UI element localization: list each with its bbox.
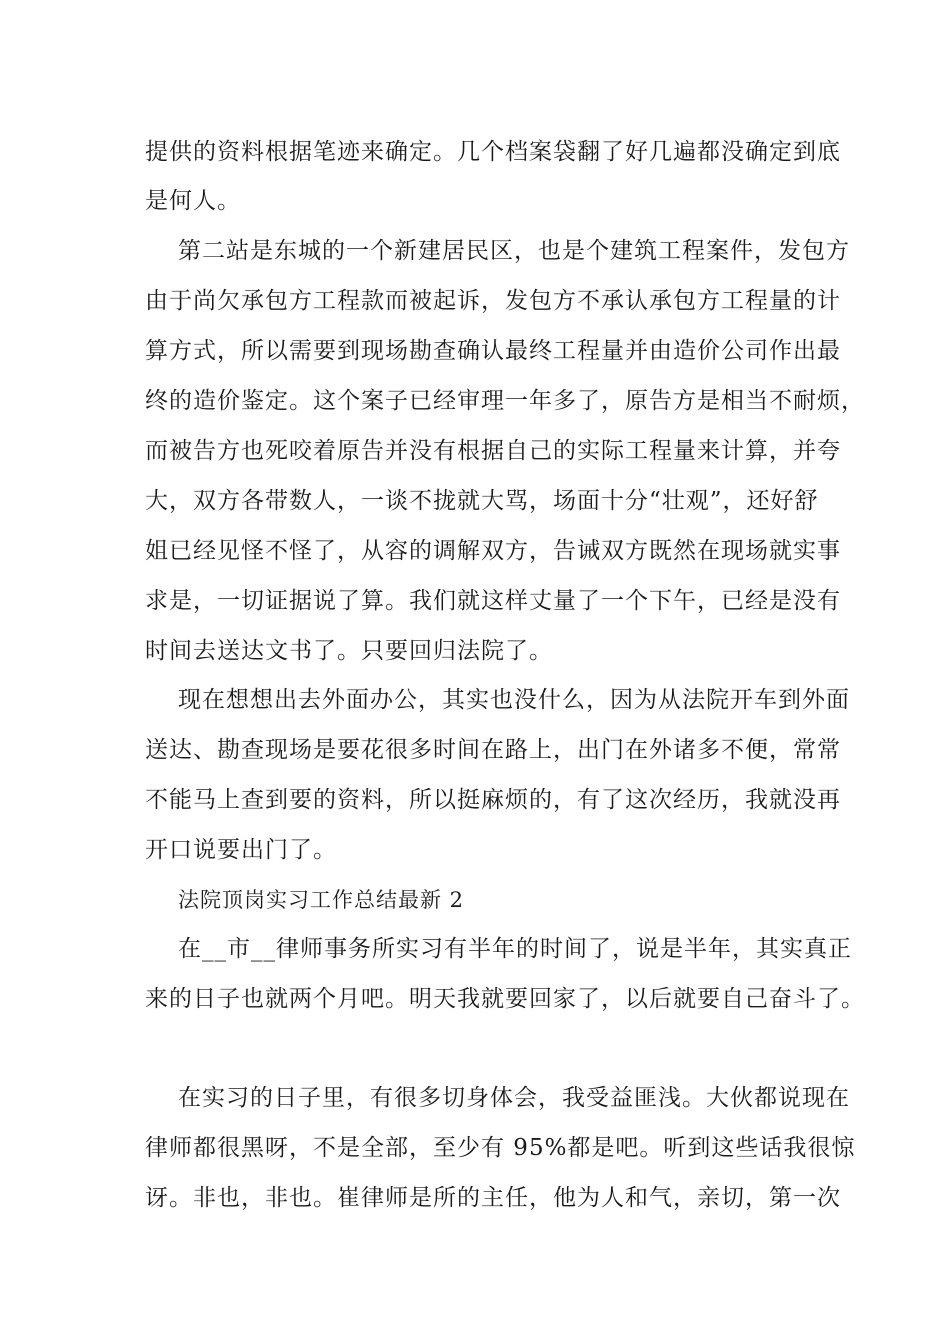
- text-line: 求是，一切证据说了算。我们就这样丈量了一个下午，已经是没有: [145, 588, 841, 614]
- text-line: 现在想想出去外面办公，其实也没什么，因为从法院开车到外面: [178, 687, 850, 713]
- text-line: 算方式，所以需要到现场勘查确认最终工程量并由造价公司作出最: [145, 338, 841, 364]
- text-line: 由于尚欠承包方工程款而被起诉，发包方不承认承包方工程量的计: [145, 288, 841, 314]
- section-heading: 法院顶岗实习工作总结最新 2: [178, 888, 465, 912]
- text-line: 讶。非也，非也。崔律师是所的主任，他为人和气，亲切，第一次: [145, 1185, 841, 1211]
- text-line: 律师都很黑呀，不是全部，至少有 95%都是吧。听到这些话我很惊: [145, 1135, 856, 1161]
- text-line: 大，双方各带数人，一谈不拢就大骂，场面十分“壮观”，还好舒: [145, 488, 819, 514]
- text-line: 而被告方也死咬着原告并没有根据自己的实际工程量来计算，并夸: [145, 438, 841, 464]
- text-line: 终的造价鉴定。这个案子已经审理一年多了，原告方是相当不耐烦，: [145, 388, 865, 414]
- text-line: 不能马上查到要的资料，所以挺麻烦的，有了这次经历，我就没再: [145, 787, 841, 813]
- text-line: 在__市__律师事务所实习有半年的时间了，说是半年，其实真正: [178, 936, 852, 962]
- text-line: 开口说要出门了。: [145, 837, 337, 863]
- text-line: 姐已经见怪不怪了，从容的调解双方，告诫双方既然在现场就实事: [145, 538, 841, 564]
- text-line: 时间去送达文书了。只要回归法院了。: [145, 638, 553, 664]
- text-line: 第二站是东城的一个新建居民区，也是个建筑工程案件，发包方: [178, 238, 850, 264]
- text-line: 是何人。: [145, 188, 241, 214]
- text-line: 提供的资料根据笔迹来确定。几个档案袋翻了好几遍都没确定到底: [145, 139, 841, 165]
- text-line: 来的日子也就两个月吧。明天我就要回家了，以后就要自己奋斗了。: [145, 986, 865, 1012]
- text-line: 送达、勘查现场是要花很多时间在路上，出门在外诸多不便，常常: [145, 737, 841, 763]
- text-line: 在实习的日子里，有很多切身体会，我受益匪浅。大伙都说现在: [178, 1085, 850, 1111]
